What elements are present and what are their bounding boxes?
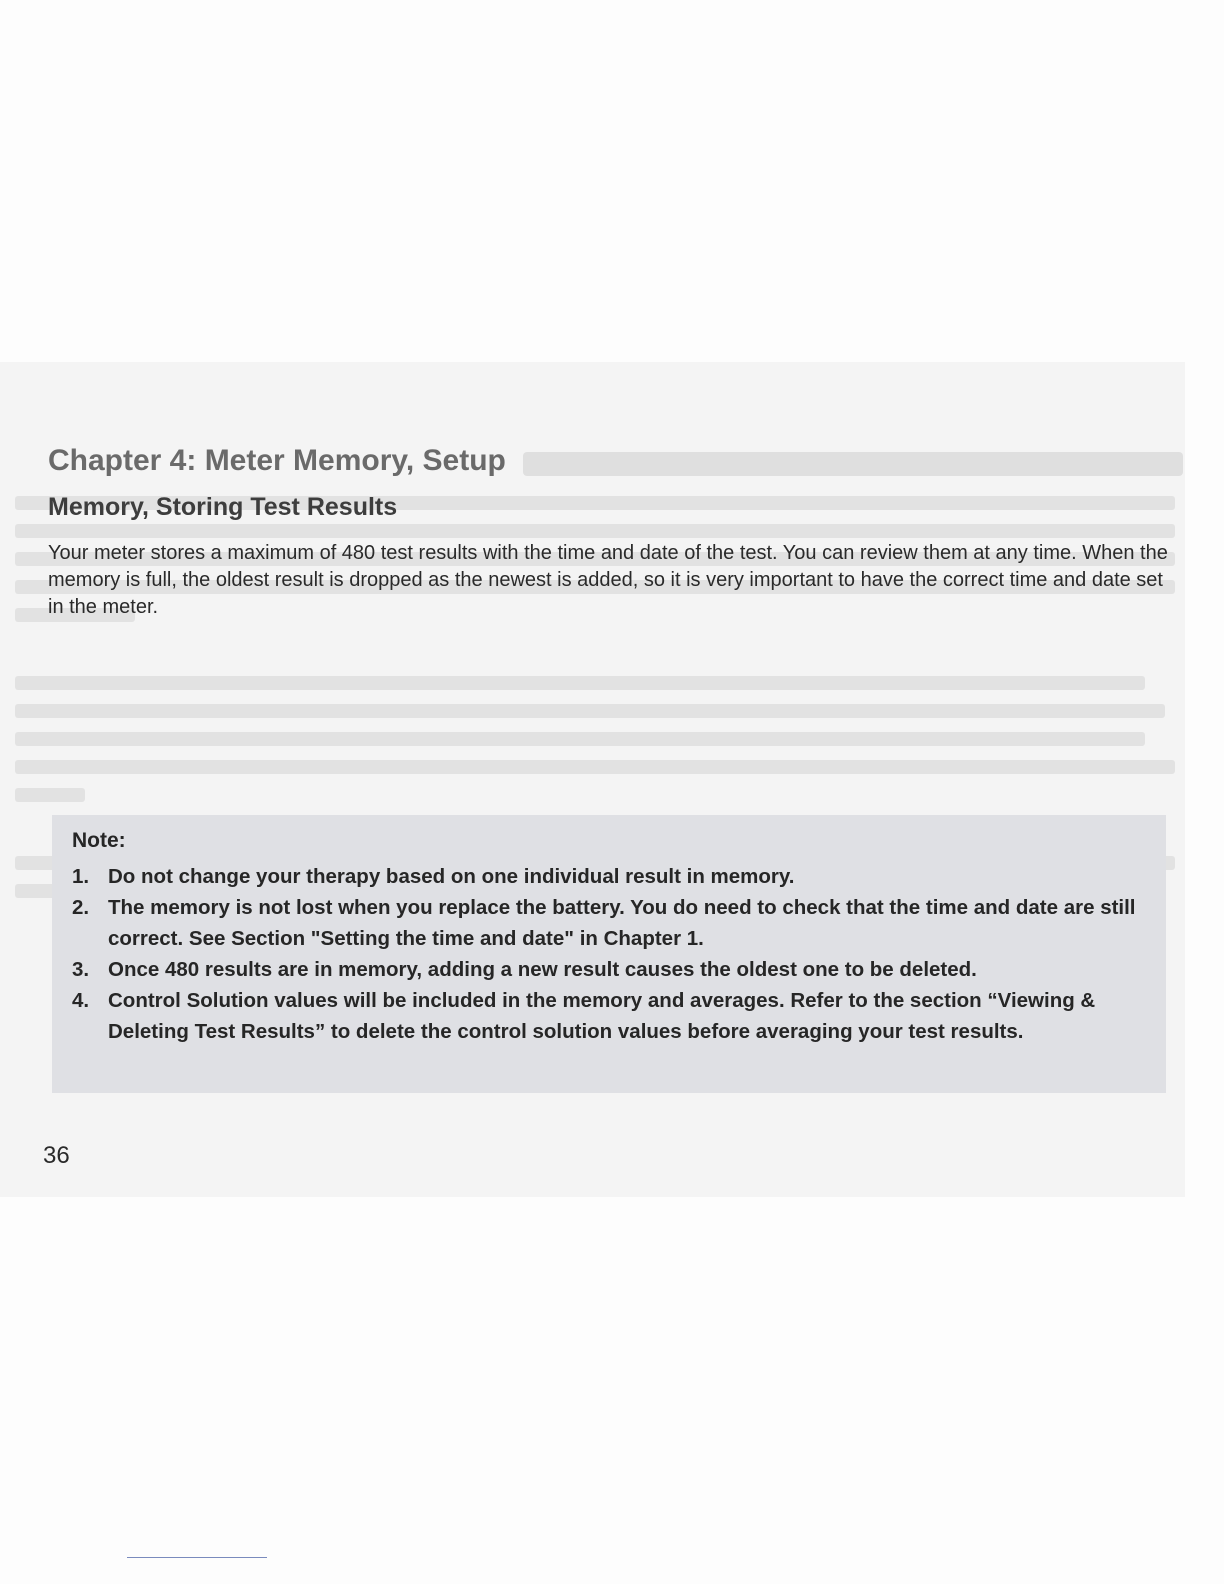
note-item-2	[72, 892, 1148, 954]
note-item-text: Control Solution values will be included in the memory and averages. Refer to the section “Viewing & Deleting Test Results” to delete the control solution values before averaging your test results.	[108, 989, 1096, 1043]
note-item-1	[72, 861, 1148, 892]
note-item-text: Once 480 results are in memory, adding a new result causes the oldest one to be deleted.	[108, 958, 977, 981]
body-paragraph: Your meter stores a maximum of 480 test results with the time and date of the test. You can review them at any time. When the memory is full, the oldest result is dropped as the newest is added, so it is very important to have the correct time and date set in the meter.	[48, 542, 1168, 618]
note-item-number: 3.	[72, 958, 90, 981]
footer-rule	[127, 1557, 267, 1558]
note-item-text: The memory is not lost when you replace the battery. You do need to check that the time and date are still correct. See Section "Setting the time and date" in Chapter 1.	[108, 896, 1136, 950]
note-item-text: Do not change your therapy based on one individual result in memory.	[108, 865, 795, 888]
note-item-number: 2.	[72, 896, 90, 919]
note-item-number: 1.	[72, 865, 90, 888]
chapter-title: Chapter 4: Meter Memory, Setup	[48, 444, 506, 477]
note-item-4	[72, 985, 1148, 1047]
note-title: Note:	[72, 829, 126, 852]
note-item-3	[72, 954, 1148, 985]
section-title: Memory, Storing Test Results	[48, 493, 398, 521]
page-number: 36	[43, 1142, 70, 1169]
note-list	[72, 861, 1148, 1047]
note-item-number: 4.	[72, 989, 90, 1012]
note-box	[52, 815, 1166, 1093]
